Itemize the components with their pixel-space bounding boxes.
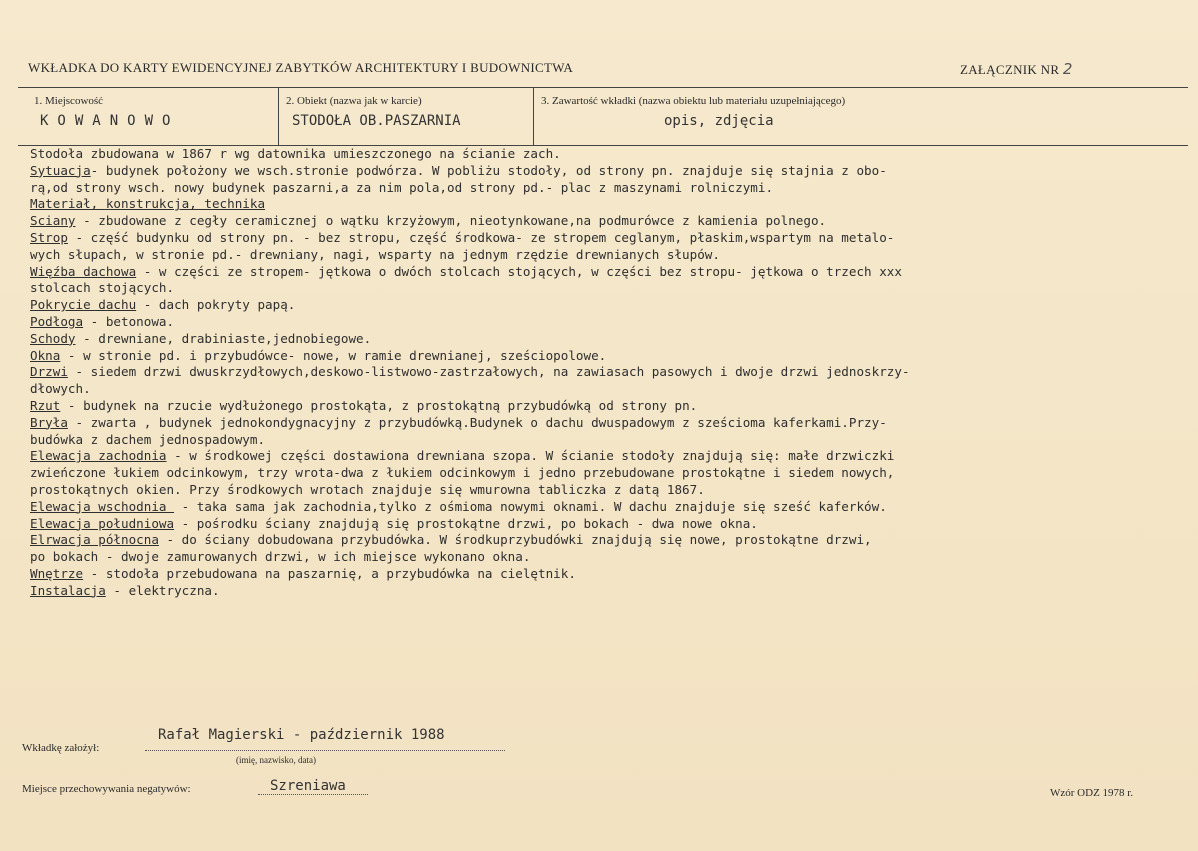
description-line	[30, 230, 1175, 247]
locality-value: KOWANOWO	[40, 113, 180, 129]
description-line	[30, 297, 1175, 314]
section-text: - stodoła przebudowana na paszarnię, a przybudówka na cielętnik.	[83, 565, 576, 581]
section-heading: Elewacja wschodnia	[30, 498, 175, 514]
section-text: - w części ze stropem- jętkowa o dwóch stolcach stojących, w części bez stropu- jętkowa o trzech xxx	[136, 263, 902, 279]
description-line	[30, 314, 1175, 331]
contents-value: opis, zdjęcia	[664, 113, 774, 129]
section-heading: Podłoga	[30, 313, 84, 329]
section-heading: Rzut	[30, 397, 61, 413]
section-text: stolcach stojących.	[30, 280, 175, 296]
section-text: rą,od strony wsch. nowy budynek paszarni,a za nim pola,od strony pd.- plac z maszynami rolniczymi.	[30, 179, 774, 195]
description-line	[30, 432, 1175, 449]
section-text: - budynek na rzucie wydłużonego prostokąta, z prostokątną przybudówką od strony pn.	[60, 397, 698, 413]
description-line	[30, 280, 1175, 297]
section-heading: Schody	[30, 330, 76, 346]
locality-label: 1. Miejscowość	[34, 95, 104, 107]
section-heading: Strop	[30, 229, 68, 245]
card-title: WKŁADKA DO KARTY EWIDENCYJNEJ ZABYTKÓW ARCHITEKTURY I BUDOWNICTWA	[28, 60, 574, 75]
author-hint: (imię, nazwisko, data)	[236, 755, 316, 765]
section-text: - pośrodku ściany znajdują się prostokątne drzwi, po bokach - dwa nowe okna.	[174, 515, 758, 531]
section-heading: Więźba dachowa	[30, 263, 137, 279]
section-heading: Pokrycie dachu	[30, 297, 137, 313]
section-text: - betonowa.	[83, 313, 175, 329]
negatives-value: Szreniawa	[270, 778, 346, 794]
description-line	[30, 516, 1175, 533]
field-divider-2	[533, 88, 534, 145]
section-text: budówka z dachem jednospadowym.	[30, 431, 266, 447]
section-text: - budynek położony we wsch.stronie podwórza. W pobliżu stodoły, od strony pn. znajduje się stajnia z obo-	[90, 162, 887, 178]
description-line	[30, 465, 1175, 482]
author-label: Wkładkę założył:	[22, 742, 100, 754]
description-line	[30, 381, 1175, 398]
section-heading: Sytuacja	[30, 162, 91, 178]
field-divider-1	[278, 88, 279, 145]
annex-label-group	[960, 60, 1073, 78]
section-text: - zwarta , budynek jednokondygnacyjny z przybudówką.Budynek o dachu dwuspadowym z sześcioma kaferkami.Przy-	[67, 414, 887, 430]
section-text: - dach pokryty papą.	[136, 297, 296, 313]
section-heading: Elrwacja północna	[30, 532, 159, 548]
description-line	[30, 247, 1175, 264]
description-line	[30, 549, 1175, 566]
section-heading: Okna	[30, 347, 61, 363]
description-line	[30, 499, 1175, 516]
section-text: - do ściany dobudowana przybudówka. W środkuprzybudówki znajdują się nowe, prostokątne drzwi,	[158, 532, 872, 548]
description-line	[30, 448, 1175, 465]
author-value: Rafał Magierski - październik 1988	[158, 727, 445, 743]
description-line	[30, 566, 1175, 583]
annex-label: ZAŁĄCZNIK NR	[960, 62, 1060, 77]
description-line	[30, 264, 1175, 281]
section-text: Stodoła zbudowana w 1867 r wg datownika umieszczonego na ścianie zach.	[30, 146, 561, 161]
section-text: - część budynku od strony pn. - bez stropu, część środkowa- ze stropem ceglanym, płaskim,wspartym na metalo-	[67, 229, 895, 245]
description-line	[30, 213, 1175, 230]
author-dotted-line	[145, 750, 505, 751]
description-line	[30, 146, 1175, 163]
section-text: - drewniane, drabiniaste,jednobiegowe.	[75, 330, 372, 346]
description-line	[30, 398, 1175, 415]
description-line	[30, 331, 1175, 348]
negatives-dotted-line	[258, 794, 368, 795]
section-text: - elektryczna.	[105, 582, 220, 598]
section-heading: Drzwi	[30, 364, 68, 380]
section-text: - w środkowej części dostawiona drewniana szopa. W ścianie stodoły znajdują się: małe drzwiczki	[166, 448, 895, 464]
section-text: po bokach - dwoje zamurowanych drzwi, w ich miejsce wykonano okna.	[30, 549, 531, 565]
section-heading: Instalacja	[30, 582, 106, 598]
section-heading: Wnętrze	[30, 565, 84, 581]
section-text: - zbudowane z cegły ceramicznej o wątku krzyżowym, nieotynkowane,na podmurówce z kamienia polnego.	[75, 213, 827, 229]
section-text: - taka sama jak zachodnia,tylko z ośmioma nowymi oknami. W dachu znajduje się sześć kaferków.	[174, 498, 887, 514]
description-line	[30, 180, 1175, 197]
description-line	[30, 163, 1175, 180]
section-text: dłowych.	[30, 381, 91, 397]
section-heading: Materiał, konstrukcja, technika	[30, 196, 266, 212]
description-line	[30, 196, 1175, 213]
description-line	[30, 415, 1175, 432]
section-heading: Sciany	[30, 213, 76, 229]
section-text: zwieńczone łukiem odcinkowym, trzy wrota-dwa z łukiem odcinkowym i jedno przebudowane prostokątne i siedem nowych,	[30, 465, 895, 481]
form-code: Wzór ODZ 1978 r.	[1050, 787, 1134, 799]
negatives-label: Miejsce przechowywania negatywów:	[22, 783, 191, 795]
section-text: - siedem drzwi dwuskrzydłowych,deskowo-listwowo-zastrzałowych, na zawiasach pasowych i dwoje drzwi jednoskrzy-	[67, 364, 910, 380]
description-line	[30, 532, 1175, 549]
section-text: - w stronie pd. i przybudówce- nowe, w ramie drewnianej, sześciopolowe.	[60, 347, 607, 363]
section-heading: Bryła	[30, 414, 68, 430]
description-line	[30, 364, 1175, 381]
contents-label: 3. Zawartość wkładki (nazwa obiektu lub materiału uzupełniającego)	[541, 95, 846, 107]
description-line	[30, 348, 1175, 365]
section-heading: Elewacja zachodnia	[30, 448, 167, 464]
section-text: prostokątnych okien. Przy środkowych wrotach znajduje się wmurowna tabliczka z datą 1867.	[30, 481, 705, 497]
object-label: 2. Obiekt (nazwa jak w karcie)	[286, 95, 422, 107]
section-heading: Elewacja południowa	[30, 515, 175, 531]
description-text	[30, 146, 1175, 600]
section-text: wych słupach, w stronie pd.- drewniany, nagi, wsparty na jednym rzędzie drewnianych słupów.	[30, 246, 720, 262]
top-rule	[18, 87, 1188, 88]
object-value: STODOŁA OB.PASZARNIA	[292, 113, 461, 129]
description-line	[30, 482, 1175, 499]
annex-number: 2	[1062, 60, 1073, 78]
description-line	[30, 583, 1175, 600]
